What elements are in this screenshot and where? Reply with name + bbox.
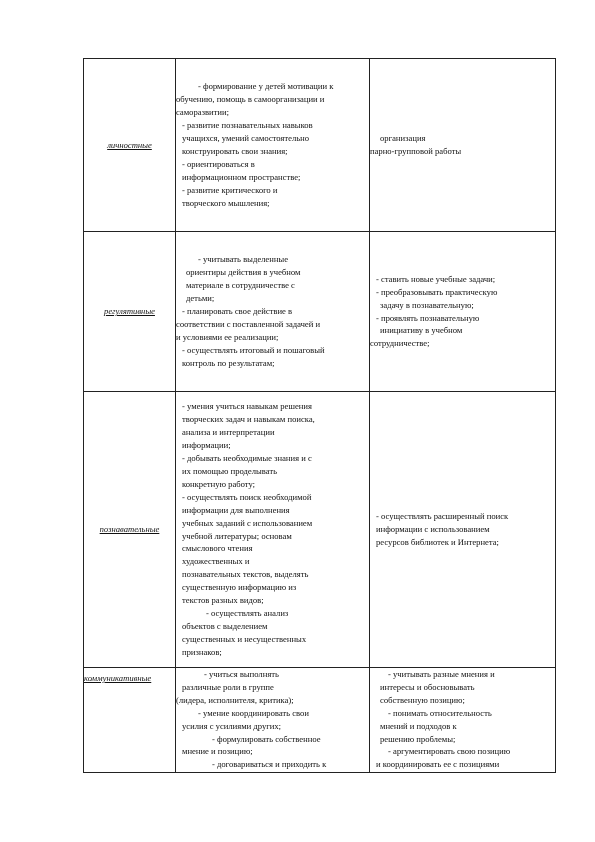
text-line: задачу в познавательную; [380, 299, 474, 310]
text-line: художественных и [182, 556, 250, 567]
text-line: обучению, помощь в самоорганизации и [176, 94, 325, 105]
text-line: - понимать относительность [388, 707, 492, 718]
row-label-cognitive: познавательные [84, 392, 176, 668]
text-line: творческих задач и навыкам поиска, [182, 414, 315, 425]
text-line: и условиями ее реализации; [176, 331, 279, 342]
text-line: - аргументировать свою позицию [388, 746, 511, 757]
text-line: учебной литературы; основам [182, 530, 292, 541]
text-line: - умения учиться навыкам решения [182, 401, 312, 412]
text-line: смыслового чтения [182, 543, 253, 554]
text-line: - договариваться и приходить к [212, 759, 327, 770]
text-line: творческого мышления; [182, 197, 270, 208]
text-line: признаков; [182, 646, 222, 657]
text-line: учебных заданий с использованием [182, 517, 313, 528]
text-line: саморазвитии; [176, 107, 229, 118]
text-line: информации; [182, 440, 231, 451]
text-line: конкретную работу; [182, 478, 256, 489]
text-line: инициативу в учебном [380, 325, 463, 336]
table-row [84, 232, 556, 392]
text-line: материале в сотрудничестве с [186, 280, 295, 291]
text-line: - осуществлять анализ [206, 607, 289, 618]
text-line: их помощью проделывать [182, 465, 278, 476]
text-line: информационном пространстве; [182, 171, 301, 182]
text-line: решению проблемы; [380, 733, 456, 744]
text-line: контроль по результатам; [182, 357, 275, 368]
text-line: сотрудничестве; [370, 338, 430, 349]
row-label-personal: личностные [84, 59, 176, 232]
text-line: информации для выполнения [182, 504, 290, 515]
text-line: существенную информацию из [182, 582, 297, 593]
text-line: - формирование у детей мотивации к [198, 81, 334, 92]
text-line: - умение координировать свои [198, 707, 309, 718]
text-line: - осуществлять расширенный поиск [376, 511, 509, 522]
text-line: объектов с выделением [182, 620, 268, 631]
text-line: - ставить новые учебные задачи; [376, 273, 496, 284]
text-line: - планировать свое действие в [182, 306, 293, 317]
text-line: - осуществлять поиск необходимой [182, 491, 312, 502]
skills-cell [176, 232, 370, 392]
text-line: - учитывать разные мнения и [388, 669, 495, 679]
activities-cell [370, 668, 556, 773]
text-line: детьми; [186, 293, 215, 304]
text-line: анализа и интерпретации [182, 427, 275, 438]
text-line: - формулировать собственное [212, 733, 321, 744]
table-row [84, 392, 556, 668]
row-label-regulatory: регулятивные [84, 232, 176, 392]
text-line: ресурсов библиотек и Интернета; [376, 536, 499, 547]
uud-table [83, 58, 556, 773]
skills-cell [176, 59, 370, 232]
text-line: - развитие познавательных навыков [182, 120, 313, 131]
text-line: мнение и позицию; [182, 746, 253, 757]
text-line: учащихся, умений самостоятельно [182, 133, 310, 144]
skills-cell [176, 668, 370, 773]
activities-cell [370, 59, 556, 232]
text-line: - ориентироваться в [182, 158, 255, 169]
table-row [84, 59, 556, 232]
text-line: конструировать свои знания; [182, 146, 288, 156]
text-line: существенных и несущественных [182, 633, 307, 644]
text-line: (лидера, исполнителя, критика); [176, 694, 294, 705]
text-line: - учиться выполнять [204, 669, 279, 679]
table-row [84, 668, 556, 773]
text-line: мнений и подходов к [380, 720, 457, 731]
text-line: - преобразовывать практическую [376, 286, 498, 297]
text-line: - развитие критического и [182, 184, 278, 195]
text-line: различные роли в группе [182, 681, 274, 692]
text-line: - осуществлять итоговый и пошаговый [182, 344, 325, 355]
text-line: парно-групповой работы [370, 146, 462, 156]
text-line: - учитывать выделенные [198, 254, 289, 265]
activities-cell [370, 232, 556, 392]
row-label-communicative: коммуникативные [84, 668, 176, 773]
text-line: интересы и обосновывать [380, 681, 475, 692]
skills-cell [176, 392, 370, 668]
text-line: усилия с усилиями других; [182, 720, 282, 731]
text-line: информации с использованием [376, 524, 490, 535]
activities-cell [370, 392, 556, 668]
text-line: познавательных текстов, выделять [182, 569, 309, 580]
text-line: - добывать необходимые знания и с [182, 453, 312, 464]
text-line: текстов разных видов; [182, 595, 264, 606]
text-line: и координировать ее с позициями [376, 759, 500, 770]
text-line: - проявлять познавательную [376, 312, 480, 323]
text-line: соответствии с поставленной задачей и [176, 318, 321, 329]
text-line: организация [380, 133, 426, 144]
text-line: ориентиры действия в учебном [186, 267, 301, 278]
text-line: собственную позицию; [380, 694, 465, 705]
